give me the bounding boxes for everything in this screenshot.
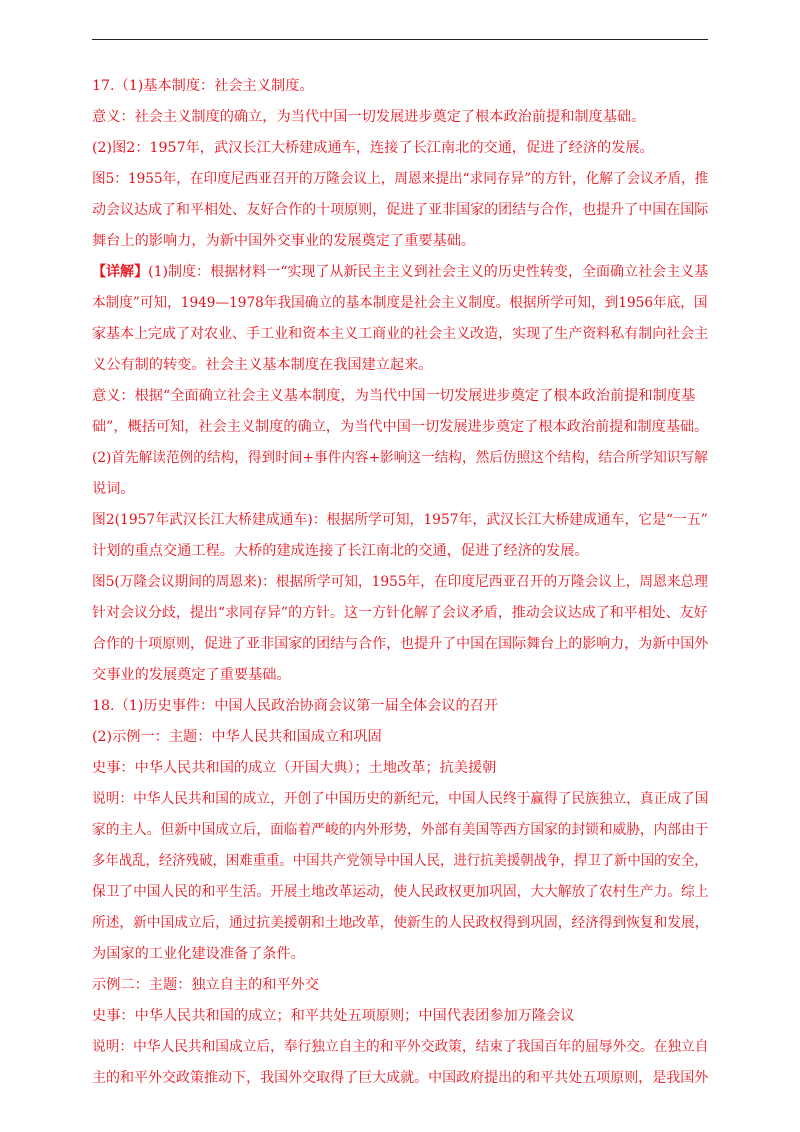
text-line: (2)图2：1957年，武汉长江大桥建成通车，连接了长江南北的交通，促进了经济的发展。 (92, 140, 654, 156)
text-line: 示例二：主题：独立自主的和平外交 (92, 977, 320, 993)
text-line: 动会议达成了和平相处、友好合作的十项原则，促进了亚非国家的团结与合作，也提升了中国在国际 (92, 202, 709, 218)
text-line: 图2(1957年武汉长江大桥建成通车)：根据所学可知，1957年，武汉长江大桥建成通车，它是“一五” (92, 512, 708, 528)
text-line (92, 258, 708, 286)
text-line: 说明：中华人民共和国成立后，奉行独立自主的和平外交政策，结束了我国百年的屈辱外交。在独立自 (92, 1039, 709, 1055)
text-line: 家基本上完成了对农业、手工业和资本主义工商业的社会主义改造，实现了生产资料私有制向社会主 (92, 326, 709, 342)
text-line: 础”，概括可知，社会主义制度的确立，为当代中国一切发展进步奠定了根本政治前提和制度基础。 (92, 419, 709, 435)
text-line: 图5(万隆会议期间的周恩来)：根据所学可知，1955年，在印度尼西亚召开的万隆会议上，周恩来总理 (92, 574, 708, 590)
text-line-rest: (1)制度：根据材料一“实现了从新民主主义到社会主义的历史性转变，全面确立社会主义基 (148, 264, 709, 280)
text-line: 为国家的工业化建设准备了条件。 (92, 946, 305, 962)
text-line: 说词。 (92, 481, 135, 497)
text-line: 史事：中华人民共和国的成立；和平共处五项原则；中国代表团参加万隆会议 (92, 1008, 575, 1024)
text-line: 所述，新中国成立后，通过抗美援朝和土地改革，使新生的人民政权得到巩固，经济得到恢复和发展， (92, 915, 709, 931)
text-line: (2)示例一：主题：中华人民共和国成立和巩固 (92, 729, 382, 745)
detail-tag: 【详解】 (92, 264, 149, 280)
text-line: 图5：1955年，在印度尼西亚召开的万隆会议上，周恩来提出“求同存异”的方针，化解了会议矛盾，推 (92, 171, 709, 187)
text-line: 针对会议分歧，提出“求同存异”的方针。这一方针化解了会议矛盾，推动会议达成了和平相处、友好 (92, 605, 708, 621)
header-rule (92, 39, 708, 40)
text-line: 家的主人。但新中国成立后，面临着严峻的内外形势，外部有美国等西方国家的封锁和威胁，内部由于 (92, 822, 709, 838)
text-line: 意义：社会主义制度的确立，为当代中国一切发展进步奠定了根本政治前提和制度基础。 (92, 109, 646, 125)
text-line: 本制度”可知，1949—1978年我国确立的基本制度是社会主义制度。根据所学可知，到1956年底，国 (92, 295, 708, 311)
text-line: 合作的十项原则，促进了亚非国家的团结与合作，也提升了中国在国际舞台上的影响力，为新中国外 (92, 636, 709, 652)
text-line: 保卫了中国人民的和平生活。开展土地改革运动，使人民政权更加巩固，大大解放了农村生产力。综上 (92, 884, 709, 900)
text-line: 交事业的发展奠定了重要基础。 (92, 667, 291, 683)
text-line: 18.（1)历史事件：中国人民政治协商会议第一届全体会议的召开 (92, 698, 499, 714)
text-line: 计划的重点交通工程。大桥的建成连接了长江南北的交通，促进了经济的发展。 (92, 543, 589, 559)
text-line: 史事：中华人民共和国的成立（开国大典）；土地改革；抗美援朝 (92, 760, 497, 776)
text-line: 17.（1)基本制度：社会主义制度。 (92, 78, 314, 94)
text-line: 意义：根据“全面确立社会主义基本制度，为当代中国一切发展进步奠定了根本政治前提和制度基 (92, 388, 696, 404)
text-line: (2)首先解读范例的结构，得到时间+事件内容+影响这一结构，然后仿照这个结构，结合所学知识写解 (92, 450, 708, 466)
text-line: 主的和平外交政策推动下，我国外交取得了巨大成就。中国政府提出的和平共处五项原则，是我国外 (92, 1070, 709, 1086)
text-line: 舞台上的影响力，为新中国外交事业的发展奠定了重要基础。 (92, 233, 476, 249)
text-line: 多年战乱，经济残破，困难重重。中国共产党领导中国人民，进行抗美援朝战争，捍卫了新中国的安全， (92, 853, 708, 869)
text-line: 义公有制的转变。社会主义基本制度在我国建立起来。 (92, 357, 433, 373)
text-line: 说明：中华人民共和国的成立，开创了中国历史的新纪元，中国人民终于赢得了民族独立，真正成了国 (92, 791, 709, 807)
